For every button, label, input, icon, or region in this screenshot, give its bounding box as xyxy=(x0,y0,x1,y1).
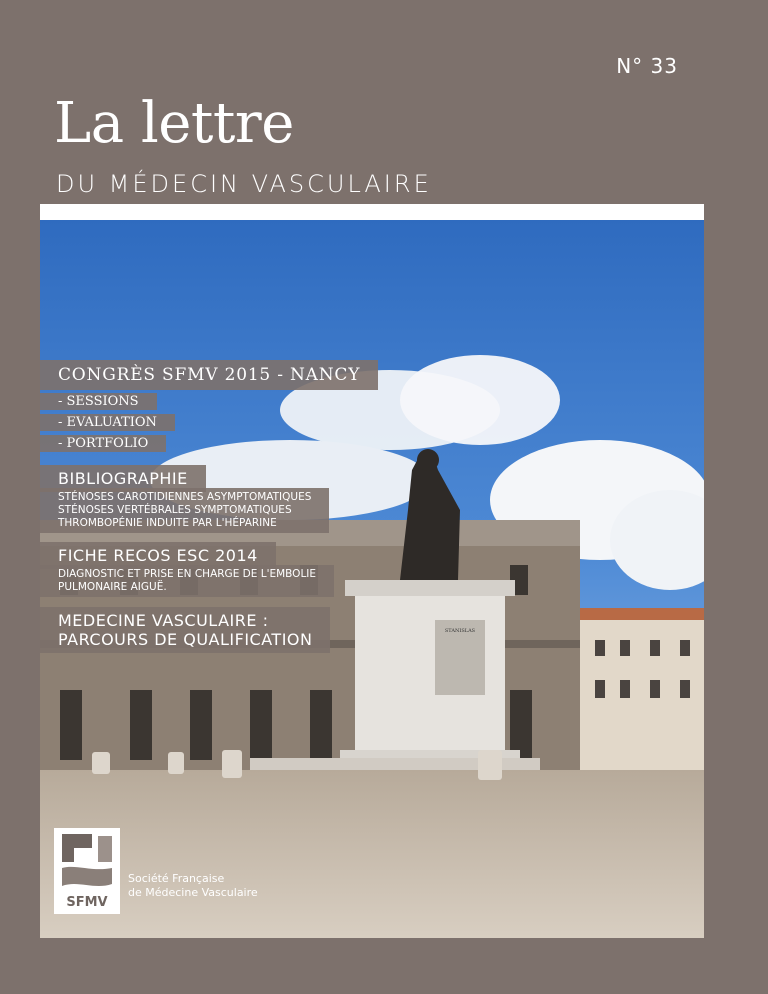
congress-item-sessions: - SESSIONS xyxy=(40,393,157,410)
medecine-heading xyxy=(40,607,330,653)
bibliographie-heading: BIBLIOGRAPHIE xyxy=(40,465,206,492)
statue-plaque: STANISLAS xyxy=(444,628,476,634)
bibliographie-item: STÉNOSES CAROTIDIENNES ASYMPTOMATIQUES xyxy=(58,491,312,503)
society-name-line2: de Médecine Vasculaire xyxy=(128,886,258,899)
magazine-title: La lettre xyxy=(54,91,294,156)
magazine-subtitle: DU MÉDECIN VASCULAIRE xyxy=(56,170,432,198)
bibliographie-item: THROMBOPÉNIE INDUITE PAR L'HÉPARINE xyxy=(58,517,277,529)
fiche-heading: FICHE RECOS ESC 2014 xyxy=(40,542,276,569)
society-name-line1: Société Française xyxy=(128,872,225,885)
medecine-line: PARCOURS DE QUALIFICATION xyxy=(58,630,313,649)
sfmv-logo xyxy=(54,828,120,914)
society-name xyxy=(128,872,258,900)
medecine-line: MEDECINE VASCULAIRE : xyxy=(58,611,269,630)
congress-item-portfolio: - PORTFOLIO xyxy=(40,435,166,452)
fiche-item: DIAGNOSTIC ET PRISE EN CHARGE DE L'EMBOLIE xyxy=(58,568,317,580)
issue-number: N° 33 xyxy=(616,54,678,78)
bibliographie-item: STÉNOSES VERTÉBRALES SYMPTOMATIQUES xyxy=(58,504,292,516)
fiche-list xyxy=(40,565,334,597)
fiche-item: PULMONAIRE AIGUË. xyxy=(58,581,167,593)
congress-heading: CONGRÈS SFMV 2015 - NANCY xyxy=(40,360,378,390)
logo-abbreviation: SFMV xyxy=(66,895,108,910)
bibliographie-list xyxy=(40,488,329,533)
congress-item-evaluation: - EVALUATION xyxy=(40,414,175,431)
